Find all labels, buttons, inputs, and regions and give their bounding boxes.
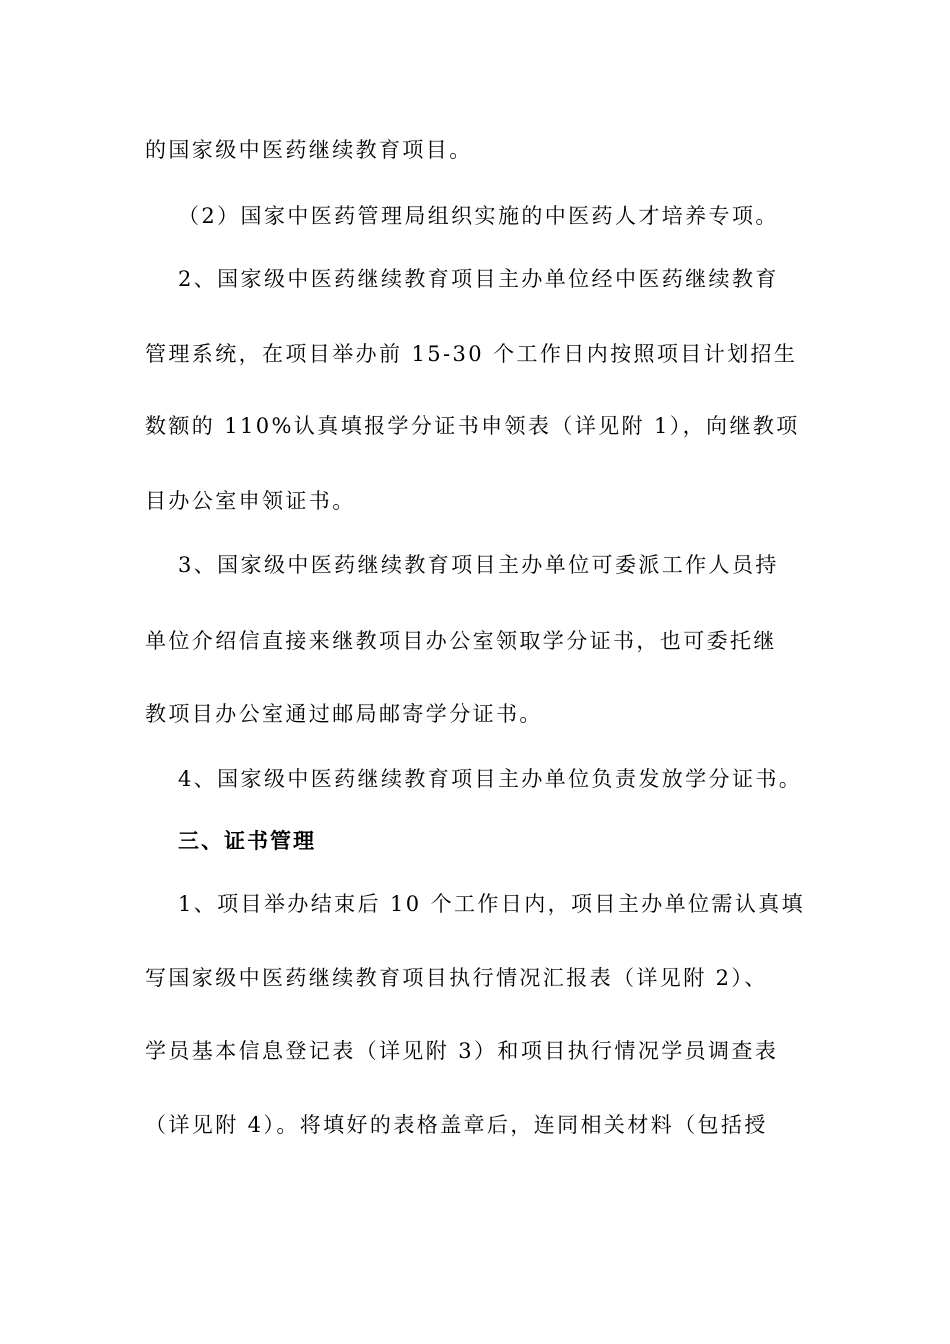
paragraph-line: 写国家级中医药继续教育项目执行情况汇报表（详见附 2）、 [145,966,768,990]
paragraph-line: 3、国家级中医药继续教育项目主办单位可委派工作人员持 [178,553,779,577]
paragraph-line: 目办公室申领证书。 [145,489,356,513]
paragraph-line: （2）国家中医药管理局组织实施的中医药人才培养专项。 [178,204,779,228]
paragraph-line: 管理系统，在项目举办前 15-30 个工作日内按照项目计划招生 [145,342,798,366]
paragraph-line: 1、项目举办结束后 10 个工作日内，项目主办单位需认真填 [178,892,806,916]
paragraph-line: 学员基本信息登记表（详见附 3）和项目执行情况学员调查表 [145,1039,779,1063]
paragraph-line: 单位介绍信直接来继教项目办公室领取学分证书，也可委托继 [145,629,777,653]
section-heading: 三、证书管理 [178,828,316,853]
paragraph-line: 4、国家级中医药继续教育项目主办单位负责发放学分证书。 [178,767,803,791]
paragraph-line: 的国家级中医药继续教育项目。 [145,138,473,162]
paragraph-line: 数额的 110%认真填报学分证书申领表（详见附 1），向继教项 [145,414,800,438]
paragraph-line: 教项目办公室通过邮局邮寄学分证书。 [145,702,543,726]
paragraph-line: （详见附 4）。将填好的表格盖章后，连同相关材料（包括授 [145,1113,768,1137]
paragraph-line: 2、国家级中医药继续教育项目主办单位经中医药继续教育 [178,267,779,291]
